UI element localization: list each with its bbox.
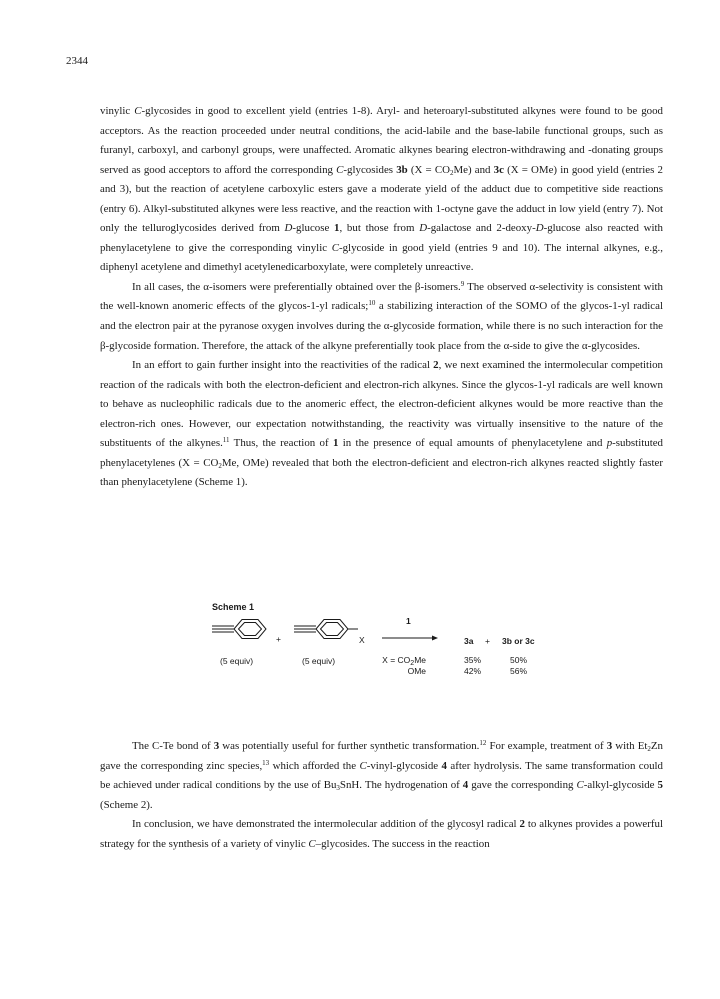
body-text-top [100,102,663,493]
paragraph: vinylic C-glycosides in good to excellent yield (entries 1-8). Aryl- and heteroaryl-substituted alkynes were found to be good acceptors. As the reaction proceeded under neutral conditions, the acid-labile and the base-labile functional groups, such as furanyl, carboxyl, and carbonyl groups, were unaffected. Aromatic alkynes bearing electron-withdrawing and -donating groups served as good acceptors to afford the corresponding C-glycosides 3b $(X = CO_2Me)$ and 3c (X = OMe) in good yield (entries 2 and 3), but the reaction of acetylene carboxylic esters gave a moderate yield of the adduct due to competitive side reactions (entry 6). Alkyl-substituted alkynes were less reactive, and the reaction with 1-octyne gave the adduct in low yield (entry 7). Not only the telluroglycosides derived from D-glucose 1, but those from D-galactose and 2-deoxy-D-glucose also reacted with phenylacetylene to give the corresponding vinylic C-glycoside in good yield (entries 9 and 10). The internal alkynes, e.g., diphenyl acetylene and dimethyl acetylenedicarboxylate, were completely unreactive. [100,105,663,274]
arrow-reagent-label: 1 [406,616,411,626]
paragraph: In all cases, the α-isomers were preferentially obtained over the β-isomers.$^9$ The observed α-selectivity is consistent with the well-known anomeric effects of the glycos-1-yl radicals;$^{10}$ a stabilizing interaction of the SOMO of the glycos-1-yl radical and the electron pair at the pyranose oxygen involves during the α-glycoside formation, while there is no such interaction for the β-glycoside formation. Therefore, the attack of the alkyne preferentially took place from the α-side to give the α-glycosides. [100,279,664,352]
yield-3b-3c: 50% [510,655,528,665]
substituent-x-label: X [359,635,365,645]
yield-3a: 42% [464,666,482,676]
product-3a-label: 3a [464,636,474,646]
scheme-1 [196,590,556,700]
paragraph: The C-Te bond of 3 was potentially useful for further synthetic transformation.$^{12}$ For example, treatment of 3 with $Et_2Zn$ gave the corresponding zinc species,$^{13}$ which afforded the C-vinyl-glycoside 4 after hydrolysis. The same transformation could be achieved under radical conditions by the use of $Bu_3SnH$. The hydrogenation of 4 gave the corresponding C-alkyl-glycoside 5 (Scheme 2). [100,739,664,811]
yield-3a: 35% [464,655,482,665]
plus-sign: + [485,636,490,646]
equiv-label: (5 equiv) [302,656,336,666]
yield-3b-3c: 56% [510,666,528,676]
page-number: 2344 [66,55,88,67]
substituted-phenylacetylene-structure [294,620,358,639]
phenylacetylene-structure [212,620,266,639]
product-3b-3c-label: 3b or 3c [502,636,535,646]
body-text-bottom [100,737,663,854]
substituent-label: $X = CO_2Me$ [382,655,426,667]
equiv-label: (5 equiv) [220,656,254,666]
paragraph: In an effort to gain further insight into the reactivities of the radical 2, we next examined the intermolecular competition reaction of the radicals with both the electron-deficient and electron-rich alkynes. Since the glycos-1-yl radicals are well known to behave as nucleophilic radicals due to the anomeric effect, the electron-deficient alkynes would be more reactive than the electron-rich ones. However, our expectation notwithstanding, the reactivity was virtually insensitive to the nature of the substituents of the alkynes.$^{11}$ Thus, the reaction of 1 in the presence of equal amounts of phenylacetylene and p-substituted phenylacetylenes ($X = CO_2Me$, OMe) revealed that both the electron-deficient and electron-rich alkynes reacted slightly faster than phenylacetylene (Scheme 1). [100,359,663,489]
reaction-arrow [382,636,438,641]
paragraph: In conclusion, we have demonstrated the intermolecular addition of the glycosyl radical 2 to alkynes provides a powerful strategy for the synthesis of a variety of vinylic C–glycosides. The success in the reaction [100,818,663,850]
substituent-label: OMe [407,666,426,676]
scheme-title: Scheme 1 [212,602,255,612]
plus-sign: + [276,634,281,644]
